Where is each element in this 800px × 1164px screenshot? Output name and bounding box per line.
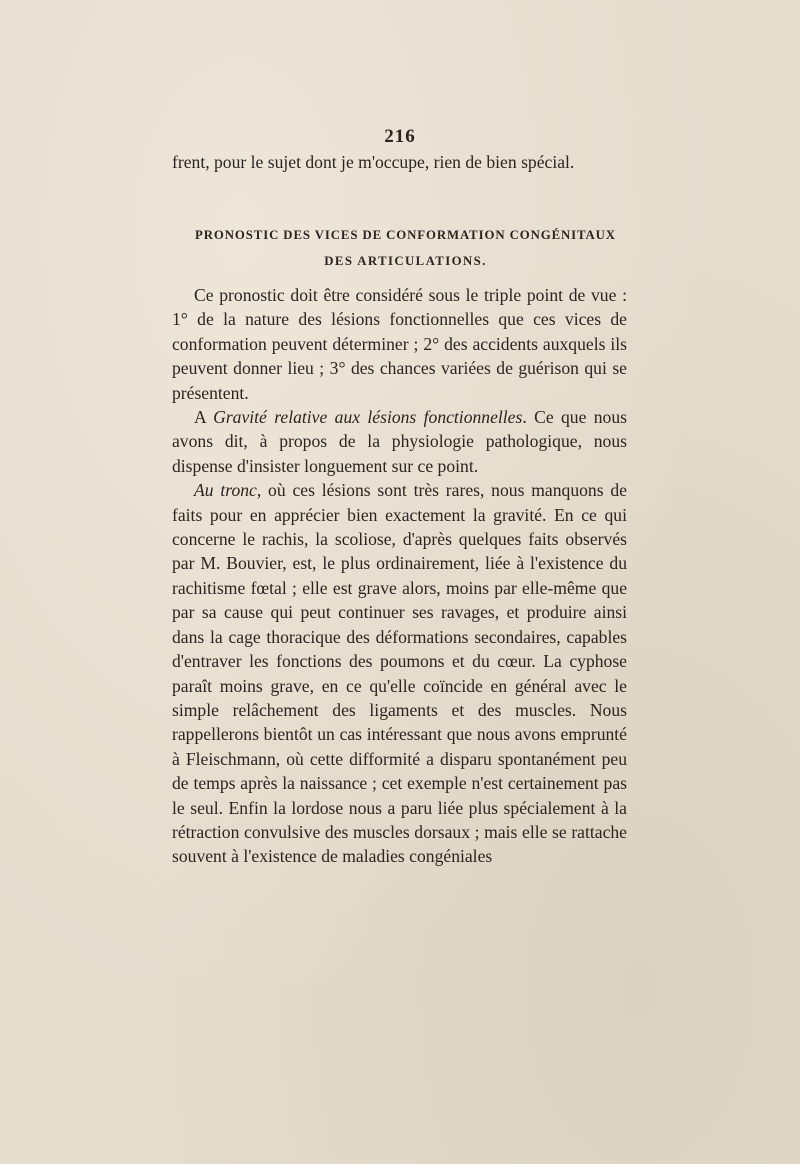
continuation-paragraph: frent, pour le sujet dont je m'occupe, rien de bien spécial. [172, 152, 575, 172]
section-heading [172, 222, 639, 274]
continuation-text [172, 150, 627, 174]
section-heading-line-1: PRONOSTIC DES VICES DE CONFORMATION CONGÉNITAUX [195, 228, 616, 242]
paragraph-gravite-body: . Ce que nous avons dit, à propos de la physiologie pathologique, nous dispense d'insister longuement sur ce point. [172, 407, 627, 476]
paragraph-gravite-title: Gravité relative aux lésions fonctionnelles [213, 407, 523, 428]
page-number: 216 [384, 126, 416, 147]
paragraph-tronc-title: Au tronc [194, 480, 257, 501]
paragraph-tronc [172, 478, 627, 869]
paragraph-gravite-lead: A [194, 407, 206, 428]
paragraph-tronc-body: , où ces lésions sont très rares, nous manquons de faits pour en apprécier bien exactement la gravité. En ce qui concerne le rachis, la scoliose, d'après quelques faits observés par M. Bouvier, est, le plus ordinairement, liée à l'existence du rachitisme fœtal ; elle est grave alors, moins par elle-même que par sa cause qui peut continuer ses ravages, et produire ainsi dans la cage thoracique des déformations secondaires, capables d'entraver les fonctions des poumons et du cœur. La cyphose paraît moins grave, en ce qu'elle coïncide en général avec le simple relâchement des ligaments et des muscles. Nous rappellerons bientôt un cas intéressant que nous avons emprunté à Fleischmann, où cette difformité a disparu spontanément peu de temps après la naissance ; cet exemple n'est certainement pas le seul. Enfin la lordose nous a paru liée plus spécialement à la rétraction convulsive des muscles dorsaux ; mais elle se rattache souvent à l'existence de maladies congéniales [172, 480, 627, 867]
body-text [172, 283, 627, 869]
paragraph-pronostic: Ce pronostic doit être considéré sous le triple point de vue : 1° de la nature des lésions fonctionnelles que ces vices de conformation peuvent déterminer ; 2° des accidents auxquels ils peuvent donner lieu ; 3° des chances variées de guérison qui se présentent. [172, 285, 627, 403]
paragraph-gravite [172, 405, 627, 478]
section-heading-line-2: DES ARTICULATIONS. [324, 254, 487, 268]
